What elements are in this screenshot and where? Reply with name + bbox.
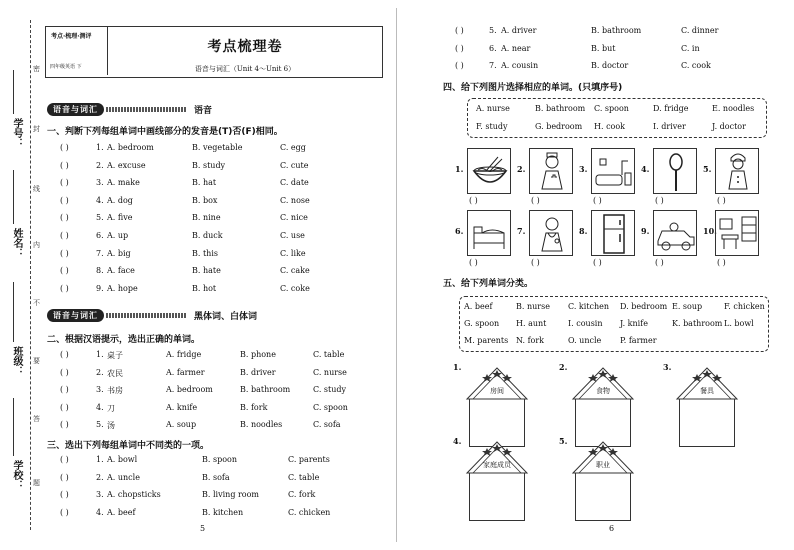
fridge-icon bbox=[592, 211, 634, 261]
school-label: 学校： bbox=[11, 460, 22, 490]
section-subtitle: 语音 bbox=[194, 105, 213, 116]
question-number: 9. bbox=[96, 283, 104, 293]
class-label: 班级： bbox=[11, 346, 22, 376]
answer-blank[interactable]: ( ) bbox=[60, 248, 69, 258]
picture-frame bbox=[467, 210, 511, 256]
q1-row bbox=[60, 178, 360, 190]
question-number: 5. bbox=[489, 26, 497, 35]
option-a: A. driver bbox=[501, 26, 537, 35]
answer-blank[interactable]: ( ) bbox=[531, 196, 540, 205]
word-option: F. chicken bbox=[724, 302, 765, 311]
option-c: C. nurse bbox=[313, 367, 347, 377]
name-label: 姓名： bbox=[11, 228, 22, 258]
option-b: B. sofa bbox=[202, 472, 230, 482]
word-option: O. uncle bbox=[568, 336, 602, 345]
cut-char: 内 bbox=[33, 241, 40, 249]
house-answer-area[interactable] bbox=[679, 399, 735, 447]
cut-char: 题 bbox=[33, 479, 40, 487]
option-a: A. chopsticks bbox=[107, 490, 161, 500]
q1-row bbox=[60, 249, 360, 261]
picture-number: 9. bbox=[641, 226, 650, 236]
word-option: D. bedroom bbox=[620, 302, 668, 311]
option-a: A. big bbox=[107, 248, 131, 258]
q3-row bbox=[60, 490, 380, 502]
noodles-bowl-icon bbox=[468, 149, 510, 199]
option-a: A. near bbox=[501, 43, 531, 53]
word-option: J. doctor bbox=[712, 122, 746, 131]
question-number: 6. bbox=[96, 231, 104, 240]
picture-number: 6. bbox=[455, 226, 464, 236]
student-id-line bbox=[13, 70, 14, 114]
option-c: C. nice bbox=[280, 213, 308, 223]
option-c: C. table bbox=[288, 472, 320, 482]
chinese-hint: 汤 bbox=[107, 421, 115, 431]
cut-char: 不 bbox=[33, 299, 40, 307]
option-b: B. phone bbox=[240, 350, 276, 359]
option-b: B. driver bbox=[240, 367, 276, 377]
question-number: 1. bbox=[96, 143, 104, 152]
q3-heading: 三、选出下列每组单词中不同类的一项。 bbox=[47, 441, 210, 451]
house-number: 5. bbox=[559, 436, 568, 446]
cut-char: 答 bbox=[33, 415, 40, 423]
picture-frame bbox=[529, 210, 573, 256]
answer-blank[interactable]: ( ) bbox=[60, 266, 69, 276]
q4-heading: 四、给下列图片选择相应的单词。(只填序号) bbox=[443, 83, 623, 93]
bedroom-icon bbox=[468, 211, 510, 261]
option-b: B. study bbox=[192, 160, 226, 170]
question-number: 3. bbox=[96, 178, 104, 188]
picture-frame bbox=[653, 148, 697, 194]
word-option: M. parents bbox=[464, 336, 509, 345]
picture-frame bbox=[591, 210, 635, 256]
answer-blank[interactable]: ( ) bbox=[655, 258, 664, 267]
option-a: A. five bbox=[107, 213, 133, 223]
answer-blank[interactable]: ( ) bbox=[469, 258, 478, 267]
word-option: B. nurse bbox=[516, 302, 550, 311]
q5-word-box bbox=[459, 296, 769, 352]
section-bar-words bbox=[47, 308, 257, 322]
category-house bbox=[465, 438, 529, 522]
question-number: 1. bbox=[96, 350, 104, 359]
option-a: A. up bbox=[107, 231, 129, 240]
house-label: 房间 bbox=[490, 387, 504, 395]
picture-frame bbox=[467, 148, 511, 194]
category-house bbox=[571, 438, 635, 522]
cut-char: 密 bbox=[33, 65, 40, 73]
picture-number: 5. bbox=[703, 164, 712, 174]
answer-blank[interactable]: ( ) bbox=[60, 367, 69, 377]
option-b: B. bathroom bbox=[591, 26, 642, 35]
word-option: E. noodles bbox=[712, 104, 755, 113]
q3-row bbox=[455, 26, 785, 38]
study-icon bbox=[716, 211, 758, 261]
bathroom-icon bbox=[592, 149, 634, 199]
option-a: A. bedroom bbox=[166, 385, 213, 395]
q5-heading: 五、给下列单词分类。 bbox=[443, 279, 534, 289]
option-c: C. chicken bbox=[288, 507, 331, 517]
house-label: 食物 bbox=[596, 387, 610, 395]
page-number-left: 5 bbox=[200, 524, 206, 533]
spoon-icon bbox=[654, 149, 696, 199]
word-option: F. study bbox=[476, 122, 508, 131]
word-option: A. nurse bbox=[476, 104, 510, 113]
section-subtitle: 黑体词、白体词 bbox=[194, 311, 258, 322]
answer-blank[interactable]: ( ) bbox=[717, 196, 726, 205]
question-number: 2. bbox=[96, 367, 104, 377]
answer-blank[interactable]: ( ) bbox=[593, 196, 602, 205]
option-a: A. uncle bbox=[107, 472, 140, 482]
q2-row bbox=[60, 420, 380, 432]
answer-blank[interactable]: ( ) bbox=[60, 195, 69, 205]
answer-blank[interactable]: ( ) bbox=[60, 507, 69, 517]
option-b: B. living room bbox=[202, 490, 260, 500]
q1-row bbox=[60, 196, 360, 208]
answer-blank[interactable]: ( ) bbox=[717, 258, 726, 267]
q1-row bbox=[60, 266, 360, 278]
word-option: B. bathroom bbox=[535, 104, 586, 113]
word-option: G. spoon bbox=[464, 319, 500, 328]
q1-heading: 一、判断下列每组单词中画线部分的发音是(T)否(F)相同。 bbox=[47, 127, 283, 137]
chinese-hint: 刀 bbox=[107, 403, 115, 413]
q4-word-box bbox=[467, 98, 767, 138]
question-number: 5. bbox=[96, 420, 104, 430]
option-a: A. beef bbox=[107, 507, 136, 517]
cut-char: 线 bbox=[33, 185, 40, 193]
q1-row bbox=[60, 213, 360, 225]
house-label: 职业 bbox=[596, 461, 610, 469]
answer-blank[interactable]: ( ) bbox=[655, 196, 664, 205]
word-option: G. bedroom bbox=[535, 122, 583, 131]
house-number: 1. bbox=[453, 362, 462, 372]
picture-frame bbox=[653, 210, 697, 256]
section-tail-decoration bbox=[106, 107, 186, 112]
option-c: C. parents bbox=[288, 455, 330, 464]
doctor-icon bbox=[530, 211, 572, 261]
category-house bbox=[675, 364, 739, 448]
option-a: A. make bbox=[107, 178, 140, 188]
q2-row bbox=[60, 350, 380, 362]
option-b: B. hat bbox=[192, 178, 217, 188]
cook-icon bbox=[716, 149, 758, 199]
word-option: H. aunt bbox=[516, 319, 547, 328]
word-option: L. bowl bbox=[724, 319, 754, 328]
q2-row bbox=[60, 403, 380, 415]
section-badge: 语音与词汇 bbox=[47, 309, 104, 322]
picture-number: 3. bbox=[579, 164, 588, 174]
question-number: 6. bbox=[489, 43, 497, 53]
q3-row bbox=[60, 473, 380, 485]
driver-car-icon bbox=[654, 211, 696, 261]
option-a: A. farmer bbox=[166, 367, 205, 377]
option-c: C. sofa bbox=[313, 420, 341, 430]
picture-number: 4. bbox=[641, 164, 650, 174]
question-number: 8. bbox=[96, 266, 104, 276]
q2-heading: 二、根据汉语提示，选出正确的单词。 bbox=[47, 335, 201, 345]
q3-row bbox=[455, 61, 785, 73]
word-option: I. cousin bbox=[568, 319, 603, 328]
q3-row bbox=[60, 455, 380, 467]
option-b: B. duck bbox=[192, 231, 223, 240]
page-number-right: 6 bbox=[609, 524, 615, 533]
option-c: C. table bbox=[313, 350, 345, 359]
word-option: D. fridge bbox=[653, 104, 689, 113]
answer-blank[interactable]: ( ) bbox=[455, 61, 464, 71]
house-label: 餐具 bbox=[700, 387, 714, 395]
option-b: B. vegetable bbox=[192, 143, 243, 152]
option-b: B. fork bbox=[240, 402, 268, 412]
option-c: C. cake bbox=[280, 266, 310, 276]
house-label: 家庭成员 bbox=[483, 461, 511, 469]
word-option: N. fork bbox=[516, 336, 545, 345]
answer-blank[interactable]: ( ) bbox=[60, 231, 69, 240]
option-c: C. cute bbox=[280, 160, 309, 170]
house-number: 3. bbox=[663, 362, 672, 372]
picture-number: 2. bbox=[517, 164, 526, 174]
word-option: C. spoon bbox=[594, 104, 629, 113]
question-number: 2. bbox=[96, 472, 104, 482]
header-tag-line: 考点·梳理·测评 bbox=[51, 33, 92, 40]
question-number: 4. bbox=[96, 507, 104, 517]
picture-number: 8. bbox=[579, 226, 588, 236]
option-c: C. in bbox=[681, 43, 700, 53]
option-b: B. but bbox=[591, 43, 616, 53]
word-option: J. knife bbox=[620, 319, 648, 328]
answer-blank[interactable]: ( ) bbox=[60, 160, 69, 170]
q2-row bbox=[60, 385, 380, 397]
student-id-label: 学号： bbox=[11, 118, 22, 148]
header-tag-grade: 四年级英语 下 bbox=[50, 64, 82, 70]
option-c: C. date bbox=[280, 178, 309, 188]
question-number: 3. bbox=[96, 385, 104, 395]
page-subtitle: 语音与词汇（Unit 4～Unit 6） bbox=[194, 65, 296, 73]
option-b: B. doctor bbox=[591, 61, 629, 71]
option-c: C. like bbox=[280, 248, 306, 258]
answer-blank[interactable]: ( ) bbox=[531, 258, 540, 267]
question-number: 4. bbox=[96, 402, 104, 412]
picture-frame bbox=[715, 148, 759, 194]
option-a: A. bedroom bbox=[107, 143, 154, 152]
option-c: C. cook bbox=[681, 61, 711, 71]
option-c: C. use bbox=[280, 231, 305, 240]
q1-row bbox=[60, 161, 360, 173]
answer-blank[interactable]: ( ) bbox=[469, 196, 478, 205]
answer-blank[interactable]: ( ) bbox=[455, 43, 464, 53]
option-c: C. spoon bbox=[313, 402, 348, 412]
section-bar-phonetics bbox=[47, 102, 212, 116]
house-number: 2. bbox=[559, 362, 568, 372]
word-option: A. beef bbox=[464, 302, 493, 311]
q1-row bbox=[60, 231, 360, 243]
question-number: 7. bbox=[489, 61, 497, 71]
answer-blank[interactable]: ( ) bbox=[60, 455, 69, 464]
q2-row bbox=[60, 368, 380, 380]
question-number: 3. bbox=[96, 490, 104, 500]
category-house bbox=[465, 364, 529, 448]
option-a: A. bowl bbox=[107, 455, 138, 464]
option-a: A. excuse bbox=[107, 160, 146, 170]
word-option: E. soup bbox=[672, 302, 703, 311]
question-number: 5. bbox=[96, 213, 104, 223]
option-b: B. this bbox=[192, 248, 218, 258]
answer-blank[interactable]: ( ) bbox=[455, 26, 464, 35]
cut-char: 封 bbox=[33, 125, 40, 133]
option-c: C. nose bbox=[280, 195, 310, 205]
chinese-hint: 桌子 bbox=[107, 351, 123, 360]
house-answer-area[interactable] bbox=[575, 473, 631, 521]
option-c: C. study bbox=[313, 385, 347, 395]
answer-blank[interactable]: ( ) bbox=[60, 143, 69, 152]
answer-blank[interactable]: ( ) bbox=[60, 490, 69, 500]
option-a: A. fridge bbox=[166, 350, 202, 359]
question-number: 1. bbox=[96, 455, 104, 464]
house-number: 4. bbox=[453, 436, 462, 446]
picture-frame bbox=[715, 210, 759, 256]
picture-frame bbox=[529, 148, 573, 194]
answer-blank[interactable]: ( ) bbox=[593, 258, 602, 267]
header-tag bbox=[46, 27, 108, 75]
option-a: A. soup bbox=[166, 420, 197, 430]
q3-row bbox=[60, 508, 380, 520]
chinese-hint: 书房 bbox=[107, 386, 123, 396]
option-b: B. hot bbox=[192, 283, 217, 293]
option-c: C. fork bbox=[288, 490, 316, 500]
word-option: H. cook bbox=[594, 122, 626, 131]
word-option: C. kitchen bbox=[568, 302, 610, 311]
cut-char: 要 bbox=[33, 357, 40, 365]
chinese-hint: 农民 bbox=[107, 368, 123, 378]
option-b: B. spoon bbox=[202, 455, 237, 464]
option-c: C. egg bbox=[280, 143, 306, 152]
option-a: A. dog bbox=[107, 195, 133, 205]
answer-blank[interactable]: ( ) bbox=[60, 283, 69, 293]
house-answer-area[interactable] bbox=[469, 473, 525, 521]
answer-blank[interactable]: ( ) bbox=[60, 213, 69, 223]
option-b: B. bathroom bbox=[240, 385, 291, 395]
right-page bbox=[397, 0, 794, 550]
answer-blank[interactable]: ( ) bbox=[60, 385, 69, 395]
word-option: K. bathroom bbox=[672, 319, 723, 328]
question-number: 4. bbox=[96, 195, 104, 205]
word-option: P. farmer bbox=[620, 336, 657, 345]
section-tail-decoration bbox=[106, 313, 186, 318]
answer-blank[interactable]: ( ) bbox=[60, 402, 69, 412]
picture-number: 7. bbox=[517, 226, 526, 236]
option-a: A. hope bbox=[107, 283, 138, 293]
picture-frame bbox=[591, 148, 635, 194]
answer-blank[interactable]: ( ) bbox=[60, 178, 69, 188]
q1-row bbox=[60, 143, 360, 155]
page-title: 考点梳理卷 bbox=[207, 39, 283, 55]
question-number: 2. bbox=[96, 160, 104, 170]
picture-number: 10. bbox=[703, 226, 717, 236]
name-line bbox=[13, 170, 14, 224]
binding-dash-line bbox=[30, 20, 31, 530]
class-line bbox=[13, 282, 14, 342]
answer-blank[interactable]: ( ) bbox=[60, 472, 69, 482]
section-badge: 语音与词汇 bbox=[47, 103, 104, 116]
option-b: B. hate bbox=[192, 266, 221, 276]
option-a: A. face bbox=[107, 266, 135, 276]
option-a: A. cousin bbox=[501, 61, 539, 71]
option-b: B. noodles bbox=[240, 420, 283, 430]
option-a: A. knife bbox=[166, 402, 198, 412]
q3-row bbox=[455, 44, 785, 56]
question-number: 7. bbox=[96, 248, 104, 258]
option-c: C. dinner bbox=[681, 26, 719, 35]
school-line bbox=[13, 398, 14, 456]
option-b: B. nine bbox=[192, 213, 221, 223]
nurse-icon bbox=[530, 149, 572, 199]
answer-blank[interactable]: ( ) bbox=[60, 350, 69, 359]
option-c: C. coke bbox=[280, 283, 310, 293]
option-b: B. box bbox=[192, 195, 218, 205]
category-house bbox=[571, 364, 635, 448]
option-b: B. kitchen bbox=[202, 507, 244, 517]
q1-row bbox=[60, 284, 360, 296]
picture-number: 1. bbox=[455, 164, 464, 174]
word-option: I. driver bbox=[653, 122, 686, 131]
answer-blank[interactable]: ( ) bbox=[60, 420, 69, 430]
